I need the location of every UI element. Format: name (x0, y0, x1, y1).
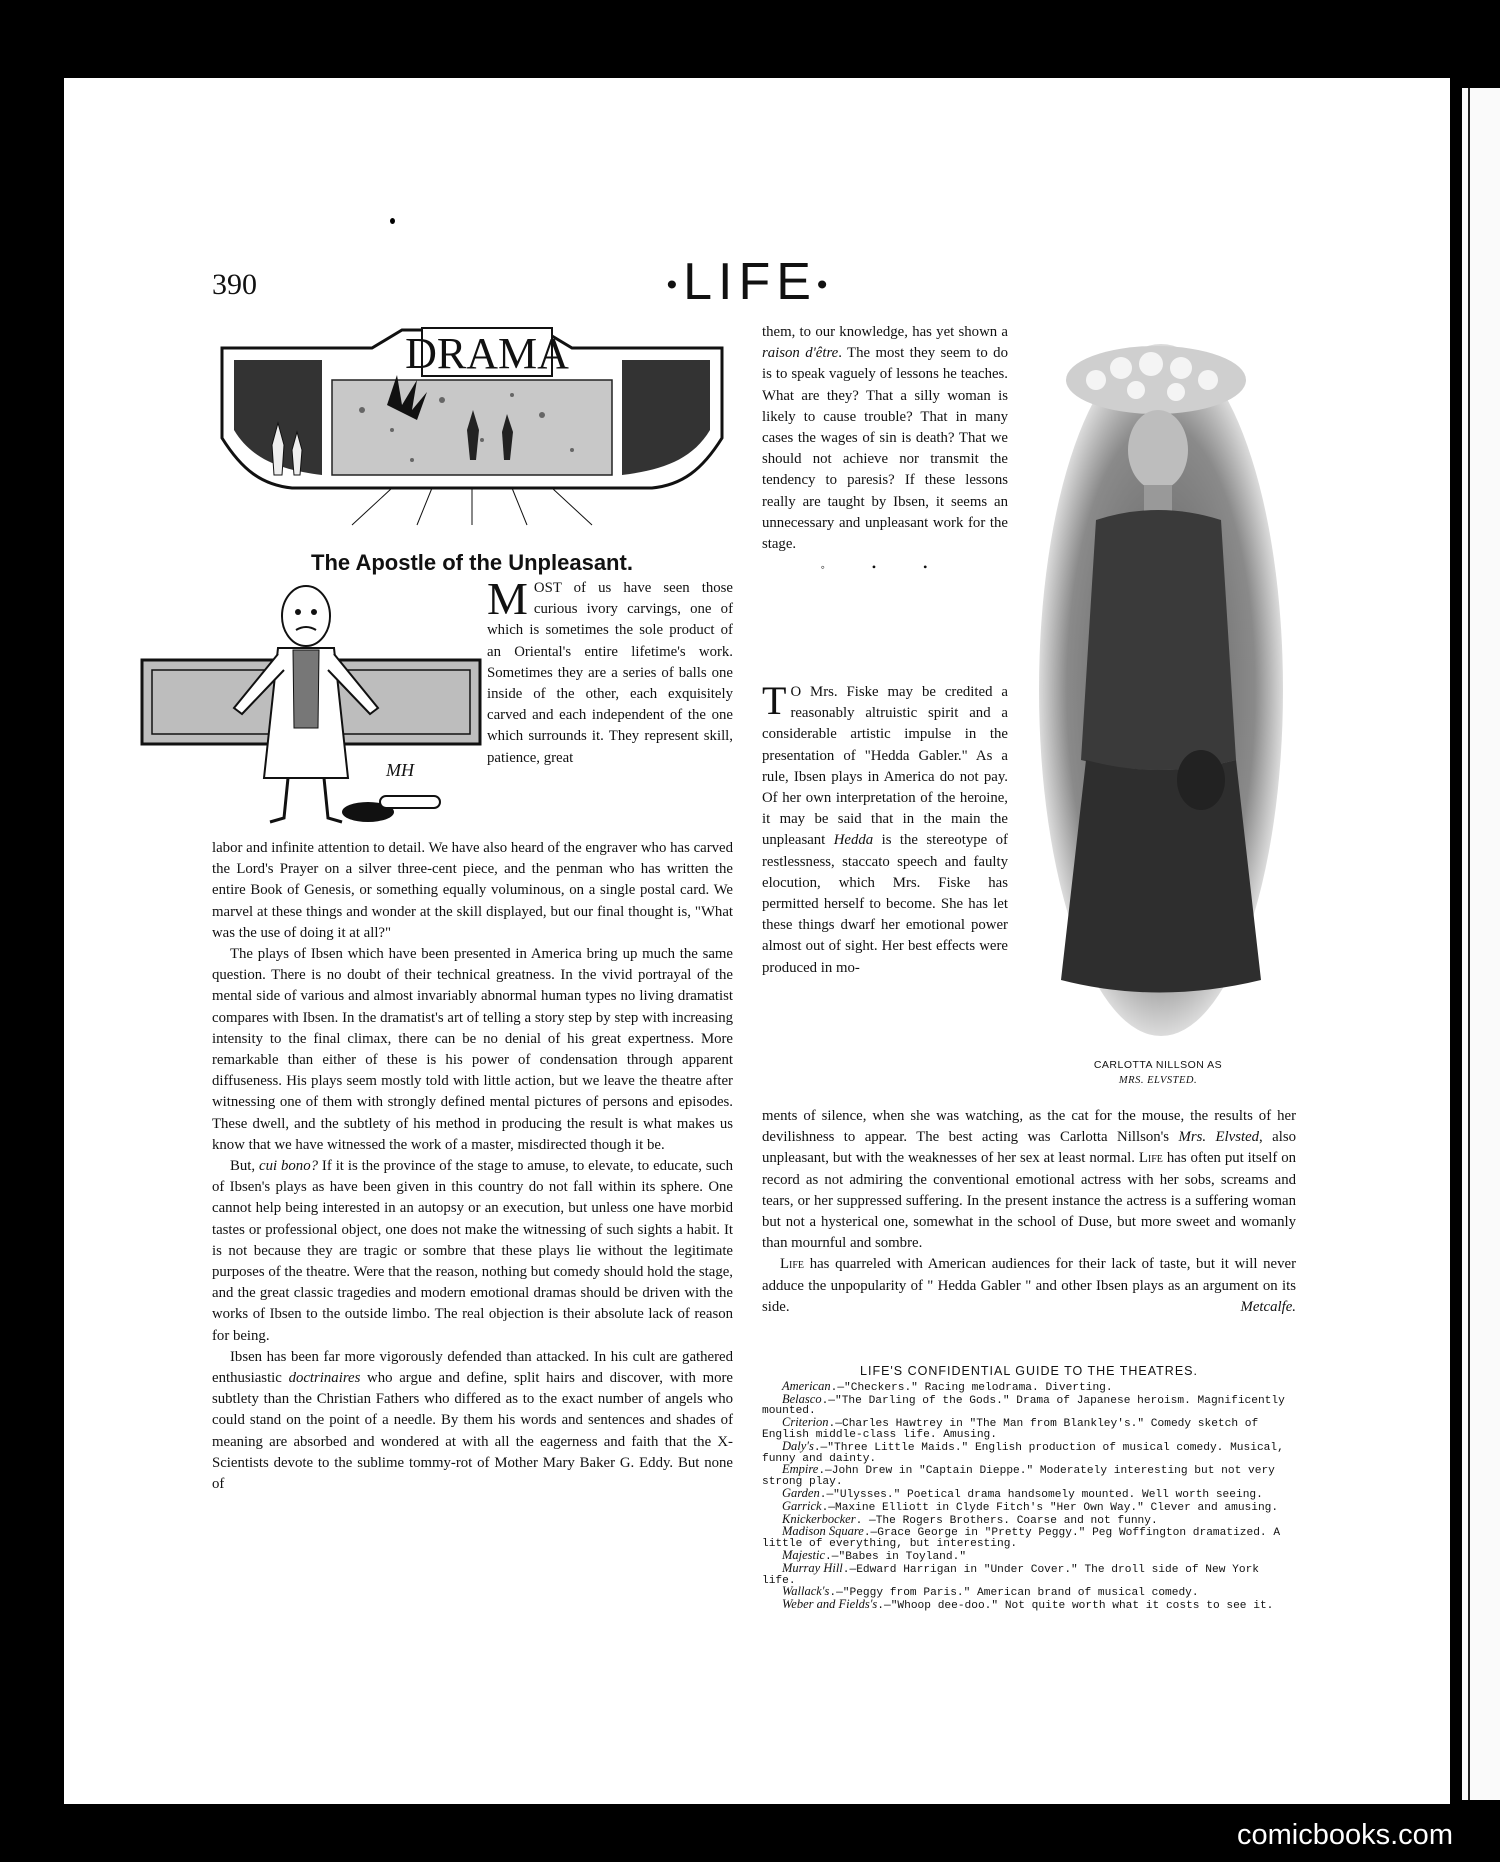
guide-theatre-name: Criterion (782, 1415, 829, 1430)
guide-entry-text: .—"The Darling of the Gods." Drama of Japanese heroism. Magnificently mounted. (762, 1394, 1285, 1418)
next-page-edge (1462, 88, 1500, 1800)
artist-initials: MH (386, 760, 414, 780)
guide-entry-text: .—"Whoop dee-doo." Not quite worth what it costs to see it. (877, 1600, 1274, 1613)
guide-entry-text: .—Maxine Elliott in Clyde Fitch's "Her Own Way." Clever and amusing. (821, 1501, 1279, 1514)
masthead-title: LIFE (683, 253, 817, 311)
col2-start: them, to our knowledge, has yet shown a (762, 324, 1008, 340)
guide-entry (762, 1417, 1296, 1441)
guide-entry-text: .—"Ulysses." Poetical drama handsomely mounted. Well worth seeing. (819, 1488, 1263, 1501)
p3-latin: cui bono? (259, 1158, 318, 1175)
ink-speck (390, 218, 395, 224)
fiske-wide-rest: has often put itself on record as not admiring the conventional emotional actress with her sobs, screams and tears, or her suppressed suffering. In the present instance the actress is a suffering woman but not a hysterical one, somewhat in the school of Duse, but more sweet and womanly than mournful and sombre. (762, 1150, 1296, 1252)
article-column-1 (212, 838, 733, 1495)
paragraph-4 (212, 1347, 733, 1495)
life-name-2: Life (780, 1256, 805, 1273)
guide-theatre-name: Weber and Fields's (782, 1597, 878, 1612)
p3-rest: If it is the province of the stage to amuse, to elevate, to educate, such of Ibsen's plays as have been given in this country do not fall within its sphere. One cannot help being interested in an autopsy or an execution, but unless one have morbid tastes or professional object, one does not make the witnessing of such sights a habit. It is not because they are tragic or sombre that these plays lie without the legitimate purposes of the theatre. Were that the reason, nothing but comedy should hold the stage, and the great classic tragedies and modern emotional dramas should be driven with the works of Ibsen to the outside limbo. The real objection is their absolute lack of reason for being. (212, 1158, 733, 1344)
guide-entry (762, 1560, 1296, 1587)
fiske-wide-start: ments of silence, when she was watching, as the cat for the mouse, the results of her devilishness to appear. The best acting was Carlotta Nillson's (762, 1108, 1296, 1146)
guide-theatre-name: Majestic (782, 1547, 826, 1562)
page-number: 390 (212, 268, 257, 301)
guide-entry (762, 1438, 1296, 1465)
guide-entry-text: .—John Drew in "Captain Dieppe." Moderately interesting but not very strong play. (762, 1465, 1275, 1489)
guide-theatre-name: Garden (782, 1485, 820, 1500)
fiske-mid: is the stereotype of restlessness, staccato speech and faulty elocution, which Mrs. Fiske has permitted herself to become. She has let these things dwarf her emotional power almost out of sight. Her best effects were produced in mo- (762, 832, 1008, 976)
drama-banner-illustration (212, 320, 732, 532)
guide-theatre-name: Belasco (782, 1391, 822, 1406)
fiske-paragraph (762, 678, 1008, 979)
fiske-review-wide (762, 1106, 1296, 1318)
col2-rest: . The most they seem to do is to speak vaguely of lessons he teaches. What are they? That a silly woman is likely to cause trouble? That in many cases the wages of sin is death? That we should not achieve nor transmit the tendency to paresis? If these lessons really are taught by Ibsen, it seems an unnecessary and unpleasant work for the stage. (762, 345, 1008, 553)
paragraph-2: The plays of Ibsen which have been presented in America bring up much the same question. There is no doubt of their technical greatness. In the vivid portrayal of the mental side of various and almost invariably abnormal human types no living dramatist compares with Ibsen. In the dramatist's art of telling a story step by step with increasing intensity to the final climax, there can be no denial of his great expertness. More remarkable than either of these is his power of condensation through apparent diffuseness. His plays seem mostly told with little action, but we leave the theatre after witnessing one of them with strongly defined mental pictures of persons and episodes. These dwell, and the subtlety of his method in producing the result is what makes us know that we have witnessed the work of a master, misdirected though it be. (212, 946, 733, 1153)
photo-caption (1048, 1058, 1268, 1088)
elvsted-name: Mrs. Elvsted (1178, 1129, 1260, 1146)
guide-title: LIFE'S CONFIDENTIAL GUIDE TO THE THEATRES. (860, 1364, 1198, 1378)
life-name-1: Life (1138, 1150, 1163, 1167)
opening-text: OST of us have seen those curious ivory carvings, one of which is sometimes the sole product of an Oriental's entire lifetime's work. Sometimes they are a series of balls one inside of the other, each exquisitely carved and each independent of the one which surrounds it. They represent skill, patience, great (487, 580, 733, 766)
guide-theatre-name: Wallack's (782, 1584, 830, 1599)
section-break: ◦ • • (820, 560, 950, 575)
fiske-review-narrow (762, 678, 1008, 979)
raison-detre: raison d'être (762, 345, 839, 362)
p4-start: Ibsen has been far more vigorously defended than attacked. In his cult are gathered enthusiastic (212, 1348, 733, 1387)
article-opening-paragraph (487, 573, 733, 769)
hedda-name: Hedda (833, 832, 874, 849)
fiske-wide-mid: , also unpleasant, but with the weaknesses of her sex at least normal. (762, 1129, 1297, 1167)
p4-rest: who argue and define, split hairs and discover, with more subtlety than the Christian Fathers who differed as to the exact number of angels who could stand on the point of a needle. By them his words and sentences and shades of meaning are absorbed and wondered at with all the eagerness and faith that the X-Scientists devote to the sublime tommy-rot of Mother Mary Baker G. Eddy. But none of (212, 1370, 733, 1493)
article-column-2-top (762, 322, 1008, 588)
guide-entry (762, 1464, 1296, 1488)
fiske-continued (762, 1106, 1296, 1254)
drop-cap-m: M (487, 573, 528, 624)
guide-theatre-name: Empire (782, 1462, 819, 1477)
watermark: comicbooks.com (1200, 1812, 1490, 1858)
drop-cap-t: T (762, 678, 787, 723)
guide-theatre-name: Knickerbocker (782, 1511, 856, 1526)
guide-theatre-name: Murray Hill (782, 1560, 843, 1575)
guide-entry-text: . —The Rogers Brothers. Coarse and not funny. (855, 1514, 1158, 1527)
guide-entry (762, 1526, 1296, 1550)
caption-line-1: CARLOTTA NILLSON AS (1093, 1059, 1223, 1071)
guide-entry-text: .—"Babes in Toyland." (825, 1550, 967, 1563)
guide-entry-text: .—"Peggy from Paris." American brand of musical comedy. (829, 1587, 1199, 1600)
guide-entry-text: .—"Three Little Maids." English production of musical comedy. Musical, funny and dainty. (762, 1441, 1284, 1465)
closing-text: has quarreled with American audiences for their lack of taste, but it will never adduce the unpopularity of " Hedda Gabler " and other Ibsen plays as an argument on its side. (762, 1256, 1296, 1315)
paragraph-1-continued: labor and infinite attention to detail. We have also heard of the engraver who has carved the Lord's Prayer on a silver three-cent piece, and the penman who has written the entire Book of Genesis, or something equally voluminous, on a single postal card. We marvel at these things and wonder at the skill displayed, but our final thought is, "What was the use of doing it at all?" (212, 840, 733, 941)
guide-entry-text: .—"Checkers." Racing melodrama. Diverting. (830, 1381, 1113, 1394)
guide-theatre-name: American (782, 1378, 831, 1393)
guide-theatre-name: Garrick (782, 1498, 822, 1513)
guide-entry (762, 1391, 1296, 1418)
p4-italic: doctrinaires (288, 1370, 361, 1387)
author-signature: Metcalfe. (1240, 1298, 1296, 1315)
guide-entry-text: .—Grace George in "Pretty Peggy." Peg Woffington dramatized. A little of everything, but interesting. (762, 1527, 1281, 1551)
paragraph-3 (212, 1156, 733, 1347)
caricature-illustration (138, 578, 483, 830)
p3-start: But, (230, 1158, 259, 1175)
guide-entry (762, 1378, 1296, 1394)
fiske-start: O Mrs. Fiske may be credited a reasonably altruistic spirit and a considerable artistic impulse in the presentation of "Hedda Gabler." As a rule, Ibsen plays in America do not pay. Of her own interpretation of the heroine, it may be said that in the main the unpleasant (762, 684, 1008, 849)
masthead: •LIFE• (666, 253, 834, 311)
guide-list (762, 1378, 1296, 1613)
guide-entry-text: .—Edward Harrigan in "Under Cover." The droll side of New York life. (762, 1563, 1260, 1587)
portrait-photograph (1036, 340, 1286, 1040)
guide-entry (762, 1485, 1296, 1501)
closing-paragraph (762, 1254, 1296, 1318)
article-title: The Apostle of the Unpleasant. (311, 550, 633, 575)
col2-continuation (762, 322, 1008, 555)
guide-theatre-name: Madison Square (782, 1524, 864, 1539)
caption-line-2: MRS. ELVSTED. (1118, 1075, 1198, 1086)
drama-banner-title: DRAMA (405, 329, 569, 378)
guide-theatre-name: Daly's (782, 1438, 814, 1453)
theatre-guide (762, 1366, 1296, 1612)
guide-entry (762, 1599, 1296, 1612)
guide-entry-text: .—Charles Hawtrey in "The Man from Blankley's." Comedy sketch of English middle-class life. Amusing. (762, 1418, 1259, 1441)
